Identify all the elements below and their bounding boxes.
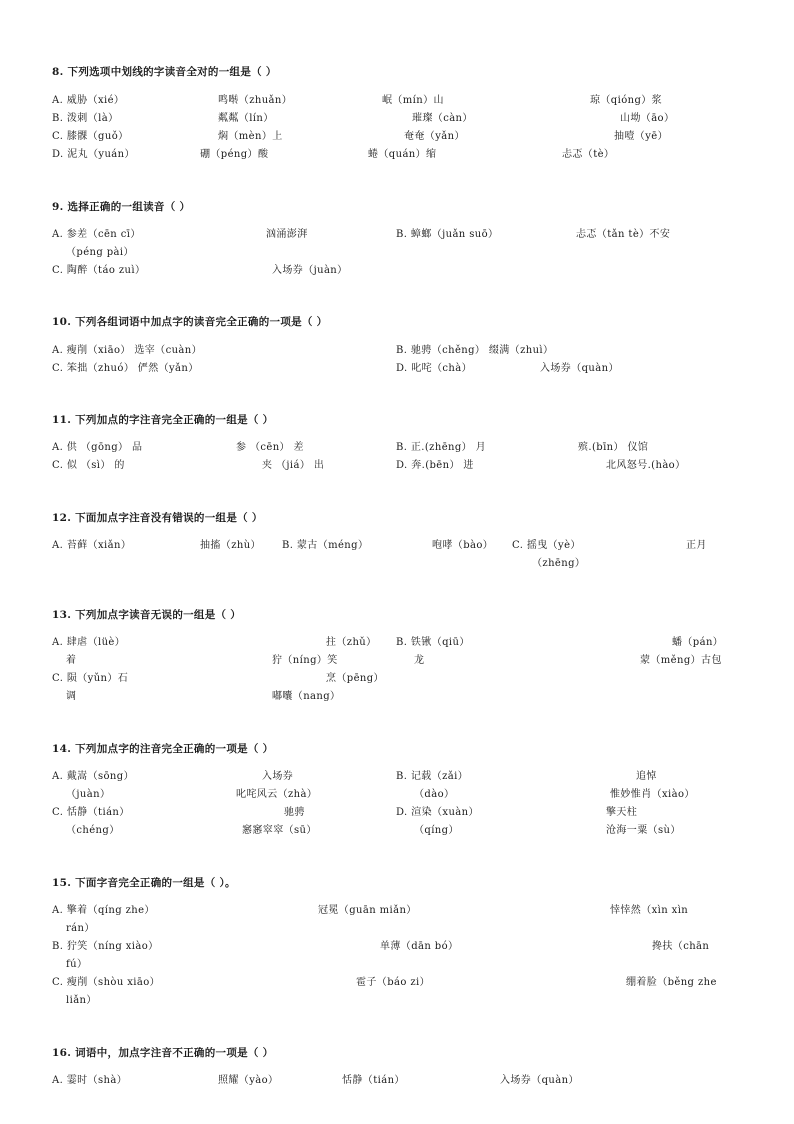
- q14-b-1: B. 记载（zǎi）: [396, 771, 469, 782]
- question-15-title: 15. 下面字音完全正确的一组是（ ）。: [52, 877, 236, 889]
- q9-b-word: 忐忑（tǎn tè）不安: [576, 229, 671, 240]
- q9-a-word: 汹涌澎湃: [266, 229, 308, 240]
- q10-d: D. 叱咤（chà）: [396, 363, 473, 374]
- q8-a-2: 鸣啭（zhuǎn）: [218, 95, 293, 106]
- q9-b-item: B. 蟑螂（juǎn suō）: [396, 229, 499, 240]
- q9-c-item: C. 陶醉（táo zuì）: [52, 265, 146, 276]
- q12-b-1: B. 蒙古（méng）: [282, 540, 369, 551]
- q14-d-cont-1: （qíng）: [414, 825, 459, 836]
- q13-b-cont-1: 龙: [414, 655, 425, 666]
- q11-c-1: C. 似 （sì） 的: [52, 460, 125, 471]
- q15-c-2: 雹子（báo zi）: [356, 977, 431, 988]
- q13-b-cont-2: 蒙（měng）古包: [640, 655, 722, 666]
- q8-d-1: D. 泥丸（yuán）: [52, 149, 135, 160]
- q8-b-1: B. 泼刺（là）: [52, 113, 119, 124]
- q14-a-cont-1: （juàn）: [66, 789, 111, 800]
- q16-a-4: 入场券（quàn）: [500, 1075, 579, 1086]
- question-14-title: 14. 下列加点字的注音完全正确的一项是（ ）: [52, 743, 274, 755]
- q8-d-3: 蜷（quán）缩: [368, 149, 437, 160]
- q15-a-cont: rán）: [66, 923, 95, 934]
- q13-c-cont-1: 调: [66, 691, 77, 702]
- q8-a-3: 岷（mín）山: [382, 95, 444, 106]
- q14-c-1: C. 恬静（tián）: [52, 807, 130, 818]
- q15-a-1: A. 擎着（qíng zhe）: [52, 905, 155, 916]
- q13-c-cont-2: 嘟囔（nang）: [272, 691, 341, 702]
- q11-a-1: A. 供 （gōng） 品: [52, 442, 143, 453]
- q12-c-1: C. 摇曳（yè）: [512, 540, 581, 551]
- q14-a-2: 入场券: [262, 771, 294, 782]
- q8-d-2: 硼（péng）酸: [200, 149, 269, 160]
- q13-b-2: 蟠（pán）: [672, 637, 724, 648]
- q11-b-2: 殡.(bīn） 仪馆: [578, 442, 649, 453]
- q10-b: B. 驰骋（chěng） 缀满（zhuì）: [396, 345, 554, 356]
- q12-b-2: 咆哮（bào）: [432, 540, 494, 551]
- q8-b-2: 粼粼（lín）: [218, 113, 274, 124]
- q14-a-1: A. 戴嵩（sōng）: [52, 771, 134, 782]
- q14-b-cont-1: （dào）: [414, 789, 455, 800]
- q11-b-1: B. 正.(zhēng） 月: [396, 442, 487, 453]
- q11-c-2: 夹 （jiá） 出: [262, 460, 325, 471]
- q8-c-2: 焖（mèn）上: [218, 131, 283, 142]
- q12-c-pinyin-cont: （zhēng）: [532, 558, 586, 569]
- q11-d-1: D. 奔.(bēn） 进: [396, 460, 474, 471]
- q10-c: C. 笨拙（zhuó） 俨然（yǎn）: [52, 363, 199, 374]
- q13-a-cont-2: 狞（níng）笑: [272, 655, 338, 666]
- question-13-title: 13. 下列加点字读音无误的一组是（ ）: [52, 609, 242, 621]
- q11-d-2: 北风怒号.(hào）: [606, 460, 686, 471]
- q14-b-2: 追悼: [636, 771, 657, 782]
- q13-a-2: 拄（zhǔ）: [326, 637, 377, 648]
- q14-b-cont-2: 惟妙惟肖（xiào）: [610, 789, 695, 800]
- q14-c-cont-1: （chéng）: [66, 825, 120, 836]
- q8-c-4: 抽噎（yē）: [614, 131, 668, 142]
- q14-d-1: D. 渲染（xuàn）: [396, 807, 479, 818]
- q8-d-4: 忐忑（tè）: [562, 149, 615, 160]
- q9-a-pinyin-cont: （péng pài）: [66, 247, 134, 258]
- q16-a-1: A. 霎时（shà）: [52, 1075, 128, 1086]
- q15-c-3: 绷着脸（běng zhe: [626, 977, 717, 988]
- q13-a-cont-1: 着: [66, 655, 77, 666]
- q8-a-4: 琼（qióng）浆: [590, 95, 663, 106]
- question-11-title: 11. 下列加点的字注音完全正确的一组是（ ）: [52, 414, 274, 426]
- q15-b-cont: fú）: [66, 959, 88, 970]
- q8-a-1: A. 威胁（xié）: [52, 95, 125, 106]
- q13-c-1: C. 陨（yǔn）石: [52, 673, 129, 684]
- q15-c-cont: liǎn）: [66, 995, 97, 1006]
- q15-a-2: 冠冕（guān miǎn）: [318, 905, 417, 916]
- q10-a: A. 瘦削（xiāo） 选宰（cuàn）: [52, 345, 203, 356]
- q14-c-2: 驰骋: [284, 807, 305, 818]
- q11-a-2: 参 （cēn） 差: [236, 442, 304, 453]
- q8-c-3: 奄奄（yǎn）: [404, 131, 465, 142]
- q14-a-cont-2: 叱咤风云（zhà）: [236, 789, 318, 800]
- question-10-title: 10. 下列各组词语中加点字的读音完全正确的一项是（ ）: [52, 316, 328, 328]
- q13-a-1: A. 肆虐（lüè）: [52, 637, 126, 648]
- q15-b-1: B. 狞笑（níng xiào）: [52, 941, 159, 952]
- q10-d-word: 入场券（quàn）: [540, 363, 619, 374]
- q8-b-3: 璀璨（càn）: [412, 113, 473, 124]
- q15-b-2: 单薄（dān bó）: [380, 941, 459, 952]
- q12-a-1: A. 苔藓（xiǎn）: [52, 540, 132, 551]
- q15-a-3: 悻悻然（xìn xìn: [610, 905, 689, 916]
- q8-c-1: C. 膝髁（guǒ）: [52, 131, 129, 142]
- q9-a-item: A. 参差（cēn cī）: [52, 229, 141, 240]
- q12-c-2: 正月: [686, 540, 707, 551]
- question-9-title: 9. 选择正确的一组读音（ ）: [52, 201, 191, 213]
- question-12-title: 12. 下面加点字注音没有错误的一组是（ ）: [52, 512, 263, 524]
- question-8-title: 8. 下列选项中划线的字读音全对的一组是（ ）: [52, 66, 277, 78]
- q14-d-2: 擎天柱: [606, 807, 638, 818]
- q16-a-2: 照耀（yào）: [218, 1075, 279, 1086]
- q13-b-1: B. 铁锹（qiū）: [396, 637, 470, 648]
- q8-b-4: 山坳（āo）: [620, 113, 675, 124]
- q14-c-cont-2: 窸窸窣窣（sū）: [242, 825, 317, 836]
- q15-c-1: C. 瘦削（shòu xiāo）: [52, 977, 161, 988]
- q14-d-cont-2: 沧海一粟（sù）: [606, 825, 681, 836]
- q12-a-2: 抽搐（zhù）: [200, 540, 261, 551]
- question-16-title: 16. 词语中，加点字注音不正确的一项是（ ）: [52, 1047, 274, 1059]
- q16-a-3: 恬静（tián）: [342, 1075, 405, 1086]
- q13-c-2: 烹（pēng）: [326, 673, 384, 684]
- q9-c-word: 入场券（juàn）: [272, 265, 348, 276]
- q15-b-3: 搀扶（chān: [652, 941, 710, 952]
